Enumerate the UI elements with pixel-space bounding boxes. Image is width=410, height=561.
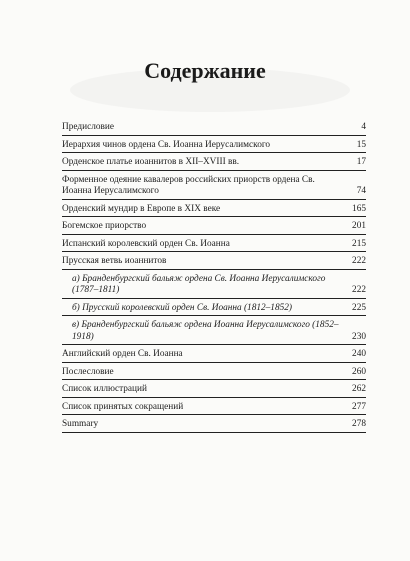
toc-entry-title: Форменное одеяние кавалеров российских приорств ордена Св. Иоанна Иерусалимского	[62, 174, 315, 196]
toc-entry	[62, 153, 366, 171]
toc-page-number: 230	[352, 331, 366, 342]
toc-page-number: 225	[352, 302, 366, 313]
toc-page-number: 260	[352, 366, 366, 377]
toc-entry	[62, 235, 366, 253]
toc-page-number: 240	[352, 349, 366, 359]
toc-page-number: 222	[352, 256, 366, 266]
toc-page-number: 4	[361, 122, 366, 132]
toc-entry	[62, 380, 366, 398]
toc-entry	[62, 200, 366, 218]
toc-entry-title: Богемское приорство	[62, 221, 147, 231]
toc-page-number: 262	[352, 384, 366, 394]
toc-page-number: 222	[352, 285, 366, 295]
toc-page-number: 15	[356, 139, 366, 150]
toc-entry	[62, 363, 366, 381]
toc-entry	[62, 171, 366, 200]
toc-entry-title: б) Прусский королевский орден Св. Иоанна (1812–1852)	[72, 302, 292, 313]
toc-entry-title: Послесловие	[62, 366, 114, 377]
toc-subentry	[62, 299, 366, 317]
toc-page-number: 277	[352, 401, 366, 412]
toc-subentry	[62, 270, 366, 299]
toc-page-number: 165	[352, 203, 366, 214]
toc-subentry	[62, 316, 366, 345]
toc-entry-title: Орденское платье иоаннитов в XII–XVIII вв.	[62, 157, 240, 167]
toc-entry-title: Иерархия чинов ордена Св. Иоанна Иерусалимского	[62, 139, 271, 150]
toc-entry	[62, 136, 366, 154]
toc-page-number: 17	[356, 157, 366, 167]
toc-entry-title: Английский орден Св. Иоанна	[62, 349, 183, 359]
toc-page-number: 201	[352, 221, 366, 231]
toc-entry	[62, 345, 366, 363]
toc-page-number: 278	[352, 419, 366, 429]
toc-page-number: 74	[356, 186, 366, 196]
toc-page-number: 215	[352, 238, 366, 249]
toc-entry-title: Испанский королевский орден Св. Иоанна	[62, 238, 230, 249]
toc-entry-title: Орденский мундир в Европе в XIX веке	[62, 203, 221, 214]
toc-entry-title: Список иллюстраций	[62, 384, 147, 394]
toc-entry-title: Предисловие	[62, 122, 114, 132]
toc-entry-title: Summary	[62, 419, 99, 429]
toc-entry	[62, 415, 366, 433]
toc-entry	[62, 252, 366, 270]
toc-entry	[62, 217, 366, 235]
toc-entry	[62, 398, 366, 416]
table-of-contents	[62, 118, 366, 433]
toc-entry-title: Список принятых сокращений	[62, 401, 184, 412]
page-title: Содержание	[144, 58, 266, 83]
toc-entry-title: в) Бранденбургский бальяж ордена Иоанна Иерусалимского (1852–1918)	[72, 320, 339, 342]
toc-entry-title: Прусская ветвь иоаннитов	[62, 256, 167, 266]
toc-entry	[62, 118, 366, 136]
toc-entry-title: а) Бранденбургский бальяж ордена Св. Иоанна Иерусалимского (1787–1811)	[72, 273, 326, 295]
